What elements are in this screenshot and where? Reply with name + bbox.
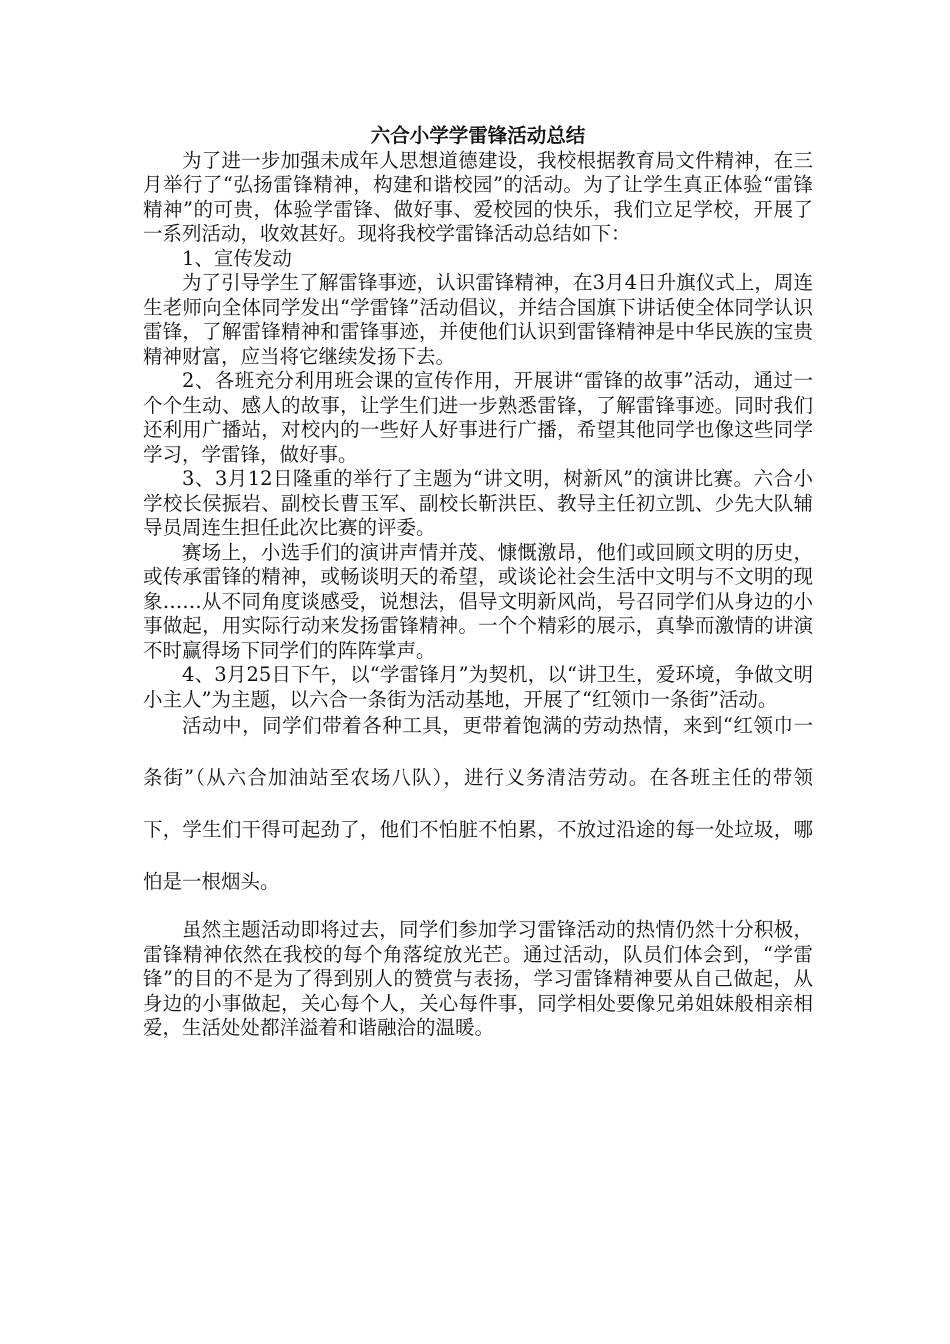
- paragraph-contest-scene: 赛场上，小选手们的演讲声情并茂、慷慨激昂，他们或回顾文明的历史，或传承雷锋的精神，或畅谈明天的希望，或谈论社会生活中文明与不文明的现象……从不同角度谈感受，说想法，倡导文明新风尚，号召同学们从身边的小事做起，用实际行动来发扬雷锋精神。一个个精彩的展示，真挚而激情的讲演不时赢得场下同学们的阵阵掌声。: [143, 540, 813, 662]
- paragraph-flag-ceremony: 为了引导学生了解雷锋事迹，认识雷锋精神，在3月4日升旗仪式上，周连生老师向全体同学发出“学雷锋”活动倡议，并结合国旗下讲话使全体同学认识雷锋，了解雷锋精神和雷锋事迹，并使他们认识到雷锋精神是中华民族的宝贵精神财富，应当将它继续发扬下去。: [143, 271, 813, 368]
- document-title: 六合小学学雷锋活动总结: [370, 124, 586, 147]
- paragraph-intro: 为了进一步加强未成年人思想道德建设，我校根据教育局文件精神，在三月举行了“弘扬雷锋精神，构建和谐校园”的活动。为了让学生真正体验“雷锋精神”的可贵，体验学雷锋、做好事、爱校园的快乐，我们立足学校，开展了一系列活动，收效甚好。现将我校学雷锋活动总结如下：: [143, 148, 813, 245]
- section-heading-publicity: 1、宣传发动: [182, 246, 292, 270]
- paragraph-speech-contest: 3、3月12日隆重的举行了主题为“讲文明，树新风”的演讲比赛。六合小学校长侯振岩、副校长曹玉军、副校长靳洪臣、教导主任初立凯、少先大队辅导员周连生担任此次比赛的评委。: [143, 467, 813, 539]
- paragraph-conclusion: 虽然主题活动即将过去，同学们参加学习雷锋活动的热情仍然十分积极，雷锋精神依然在我校的每个角落绽放光芒。通过活动，队员们体会到，“学雷锋”的目的不是为了得到别人的赞赏与表扬，学习雷锋精神要从自己做起，从身边的小事做起，关心每个人，关心每件事，同学相处要像兄弟姐妹般相亲相爱，生活处处都洋溢着和谐融洽的温暖。: [143, 918, 813, 1039]
- paragraph-class-meeting: 2、各班充分利用班会课的宣传作用，开展讲“雷锋的故事”活动，通过一个个生动、感人的故事，让学生们进一步熟悉雷锋，了解雷锋事迹。同时我们还利用广播站，对校内的一些好人好事进行广播，希望其他同学也像这些同学学习，学雷锋，做好事。: [143, 369, 813, 466]
- paragraph-cleaning-labor: 活动中，同学们带着各种工具，更带着饱满的劳动热情，来到“红领巾一条街”（从六合加油站至农场八队），进行义务清洁劳动。在各班主任的带领下，学生们干得可起劲了，他们不怕脏不怕累，不放过沿途的每一处垃圾，哪怕是一根烟头。: [143, 714, 813, 893]
- paragraph-street-activity: 4、3月25日下午，以“学雷锋月”为契机，以“讲卫生，爱环境，争做文明小主人”为主题，以六合一条街为活动基地，开展了“红领巾一条街”活动。: [143, 663, 813, 711]
- document-body: [143, 124, 813, 1041]
